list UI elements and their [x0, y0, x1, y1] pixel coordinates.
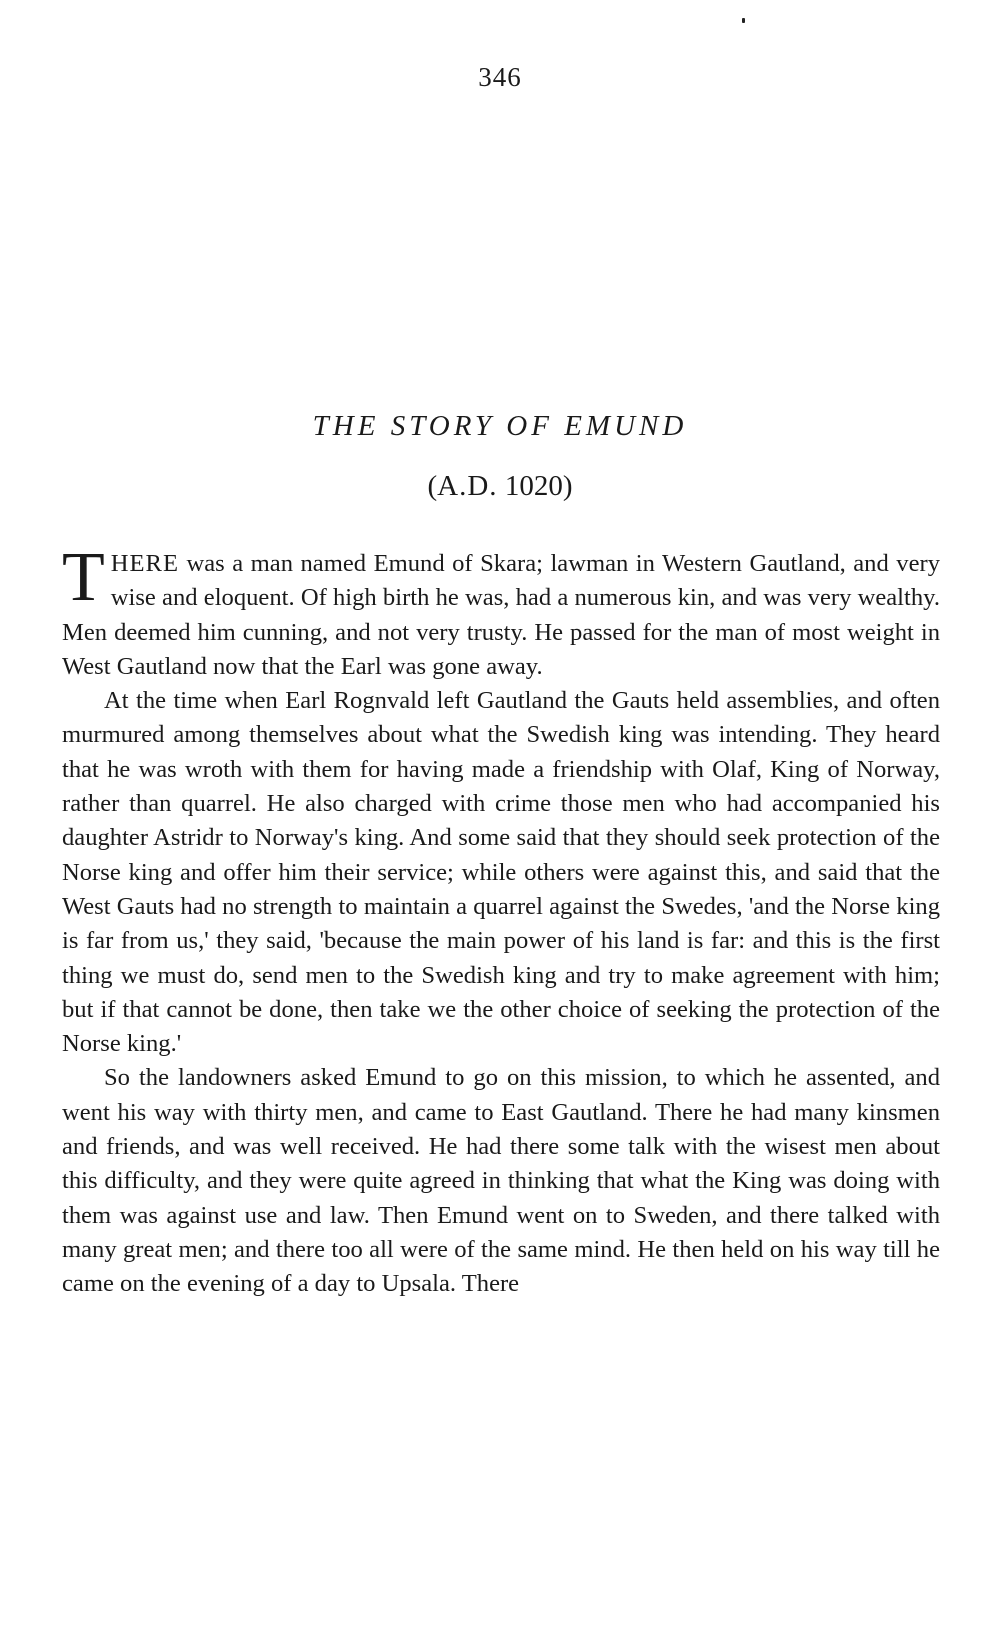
paragraph-1-lead: HERE: [110, 550, 179, 577]
paragraph-2: At the time when Earl Rognvald left Gautland the Gauts held assemblies, and often murmured among themselves about what the Swedish king was intending. They heard that he was wroth with them for having made a friendship with Olaf, King of Norway, rather than quarrel. He also charged with crime those men who had accompanied his daughter Astridr to Norway's king. And some said that they should seek protection of the Norse king and offer him their service; while others were against this, and said that the West Gauts had no strength to maintain a quarrel against the Swedes, 'and the Norse king is far from us,' they said, 'because the main power of his land is far: and this is the first thing we must do, send men to the Swedish king and try to make agreement with him; but if that cannot be done, then take we the other choice of seeking the protection of the Norse king.': [62, 687, 940, 1058]
drop-cap: T: [62, 539, 105, 616]
paragraph-1-text: was a man named Emund of Skara; lawman in Western Gautland, and very wise and eloquent. Of high birth he was, had a numerous kin, and was very wealthy. Men deemed him cunning, and not very trusty. He passed for the man of most weight in West Gautland now that the Earl was gone away.: [62, 550, 940, 680]
date-prefix: (: [427, 470, 438, 502]
date-era: A.D.: [437, 470, 498, 502]
ink-speck: [742, 18, 745, 23]
story-body: [62, 539, 940, 1302]
story-date: [0, 470, 1000, 503]
page-number: 346: [478, 62, 522, 92]
story-title: THE STORY OF EMUND: [312, 410, 688, 442]
date-year: 1020): [497, 470, 573, 502]
paragraph-3: So the landowners asked Emund to go on this mission, to which he assented, and went his way with thirty men, and came to East Gautland. There he had many kinsmen and friends, and was well received. He had there some talk with the wisest men about this difficulty, and they were quite agreed in thinking that what the King was doing with them was against use and law. Then Emund went on to Sweden, and there talked with many great men; and there too all were of the same mind. He then held on his way till he came on the evening of a day to Upsala. There: [62, 1064, 940, 1298]
paragraph-1: [62, 539, 940, 684]
